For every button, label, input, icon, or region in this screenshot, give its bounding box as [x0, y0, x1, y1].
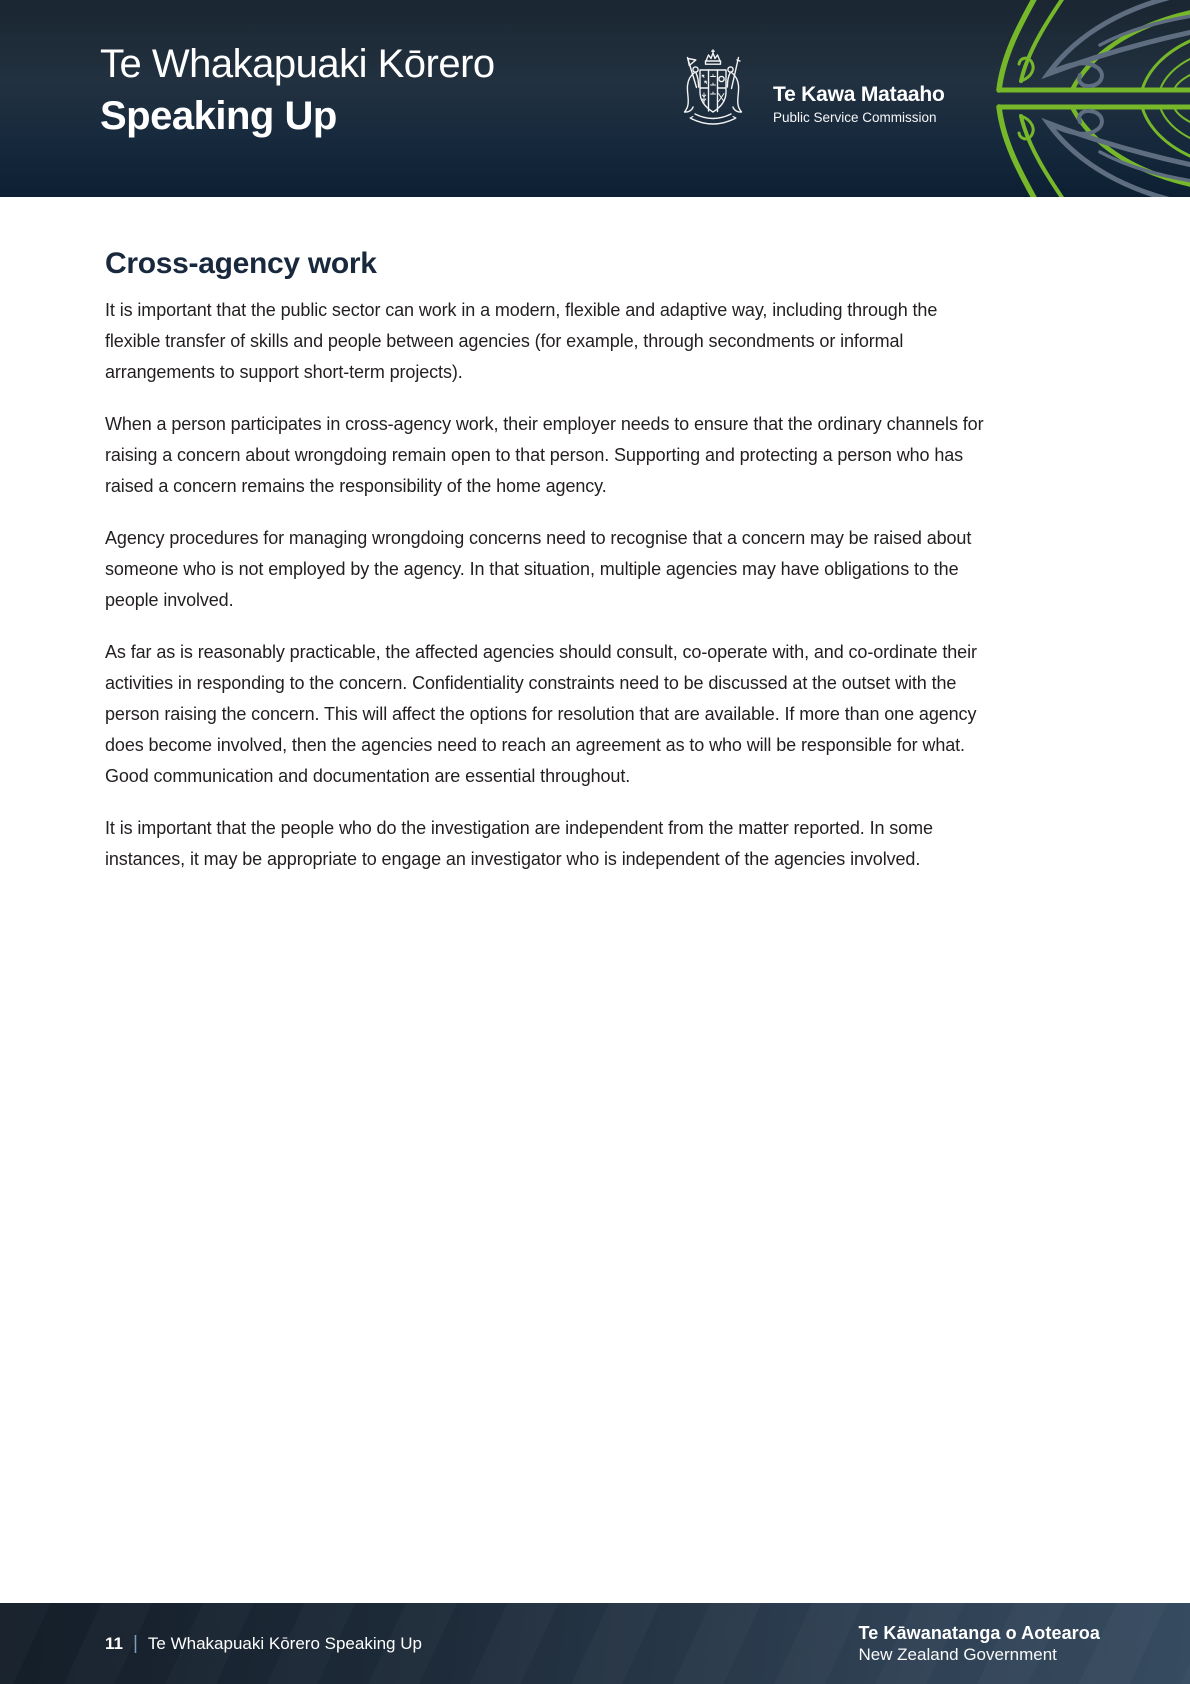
footer-page-info — [105, 1633, 422, 1655]
document-footer — [0, 1603, 1190, 1684]
doc-title-english: Speaking Up — [100, 94, 337, 138]
body-paragraph: As far as is reasonably practicable, the affected agencies should consult, co-operate with, and co-ordinate their activities in responding to the concern. Confidentiality constraints need to be discussed at the outset with the person raising the concern. This will affect the options for resolution that are available. If more than one agency does become involved, then the agencies need to reach an agreement as to who will be responsible for what. Good communication and documentation are essential throughout. — [105, 642, 977, 786]
gov-name-english: New Zealand Government — [858, 1644, 1057, 1664]
psc-logo-text — [773, 83, 945, 125]
document-header — [0, 0, 1190, 197]
document-body — [0, 197, 1190, 896]
header-title-block — [100, 38, 495, 142]
body-paragraph: When a person participates in cross-agency work, their employer needs to ensure that the ordinary channels for raising a concern about wrongdoing remain open to that person. Supporting and protecting a person who has raised a concern remains the responsibility of the home agency. — [105, 414, 984, 496]
gov-name-maori: Te Kāwanatanga o Aotearoa — [858, 1622, 1100, 1643]
nz-government-logo — [858, 1622, 1100, 1666]
psc-org-name: Te Kawa Mataaho — [773, 82, 945, 106]
body-paragraph: It is important that the people who do the investigation are independent from the matter reported. In some instances, it may be appropriate to engage an investigator who is independent of the agencies involved. — [105, 818, 933, 869]
psc-logo — [663, 48, 945, 143]
section-heading: Cross-agency work — [105, 247, 377, 280]
footer-separator: | — [132, 1632, 138, 1654]
psc-org-subtitle: Public Service Commission — [773, 109, 937, 125]
footer-doc-title: Te Whakapuaki Kōrero Speaking Up — [147, 1633, 422, 1653]
doc-title-maori: Te Whakapuaki Kōrero — [100, 42, 495, 86]
body-paragraph: It is important that the public sector can work in a modern, flexible and adaptive way, including through the flexible transfer of skills and people between agencies (for example, through secondments or informal arrangements to support short-term projects). — [105, 300, 938, 382]
page-number: 11 — [105, 1633, 123, 1653]
body-paragraph: Agency procedures for managing wrongdoing concerns need to recognise that a concern may be raised about someone who is not employed by the agency. In that situation, multiple agencies may have obligations to the people involved. — [105, 528, 972, 610]
nz-coat-of-arms-icon — [663, 48, 763, 143]
